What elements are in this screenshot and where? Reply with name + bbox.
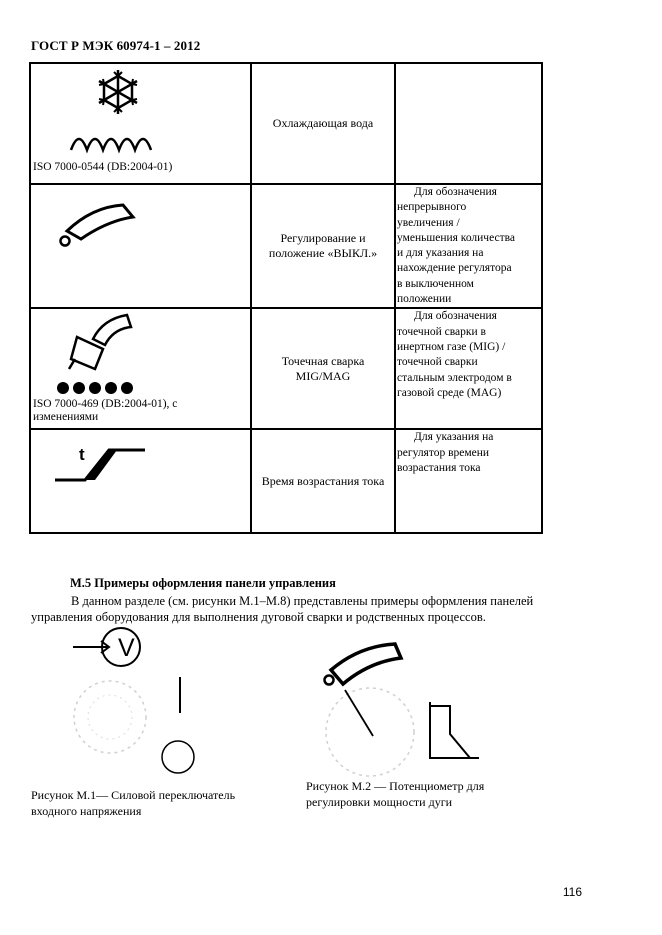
description-cell bbox=[395, 63, 542, 184]
table-row bbox=[30, 63, 542, 184]
current-rise-time-icon bbox=[55, 444, 150, 486]
iso-label: ISO 7000-0544 (DB:2004-01) bbox=[33, 161, 173, 173]
symbol-cell bbox=[30, 429, 251, 533]
table-row bbox=[30, 184, 542, 308]
svg-text:V: V bbox=[118, 634, 135, 662]
symbol-cell bbox=[30, 184, 251, 308]
table-row bbox=[30, 308, 542, 429]
symbol-cell bbox=[30, 63, 251, 184]
symbols-table bbox=[29, 62, 543, 534]
name-cell bbox=[251, 63, 395, 184]
voltage-switch-icon bbox=[65, 625, 200, 775]
name-cell bbox=[251, 429, 395, 533]
figure-caption: Рисунок М.2 — Потенциометр для регулировки мощности дуги bbox=[306, 779, 485, 809]
description-cell bbox=[395, 184, 542, 308]
symbol-description: Для указания на регулятор времени возрастания тока bbox=[397, 431, 494, 474]
regulator-off-icon bbox=[57, 203, 137, 249]
description-cell bbox=[395, 429, 542, 533]
svg-text:t: t bbox=[79, 445, 85, 465]
name-cell bbox=[251, 308, 395, 429]
table-row bbox=[30, 429, 542, 533]
symbol-name: Охлаждающая вода bbox=[272, 116, 374, 130]
description-cell bbox=[395, 308, 542, 429]
page-number: 116 bbox=[562, 885, 582, 899]
symbol-name: Время возрастания тока bbox=[261, 473, 385, 488]
symbol-description: Для обозначения непрерывного увеличения / уменьшения количества и для указания на нахождение регулятора в выключенном положении bbox=[397, 186, 515, 306]
symbol-description: Для обозначения точечной сварки в инертном газе (MIG) / точечной сварки стальным электродом в газовой среде (MAG) bbox=[397, 310, 512, 399]
section-title: М.5 Примеры оформления панели управления bbox=[70, 576, 336, 590]
water-cooling-icon bbox=[71, 70, 161, 150]
figure-caption: Рисунок М.1— Силовой переключатель входного напряжения bbox=[31, 788, 236, 818]
symbol-name: Регулирование и положение «ВЫКЛ.» bbox=[268, 231, 378, 261]
arc-power-potentiometer-icon bbox=[315, 640, 495, 770]
spot-welding-icon bbox=[55, 313, 155, 395]
name-cell bbox=[251, 184, 395, 308]
symbol-cell bbox=[30, 308, 251, 429]
section-paragraph: В данном разделе (см. рисунки М.1–М.8) представлены примеры оформления панелей управления оборудования для выполнения дуговой сварки и родственных процессов. bbox=[31, 594, 534, 624]
iso-label: ISO 7000-469 (DB:2004-01), с изменениями bbox=[33, 398, 178, 424]
document-header: ГОСТ Р МЭК 60974-1 – 2012 bbox=[31, 38, 201, 53]
symbol-name: Точечная сварка MIG/MAG bbox=[281, 353, 365, 383]
